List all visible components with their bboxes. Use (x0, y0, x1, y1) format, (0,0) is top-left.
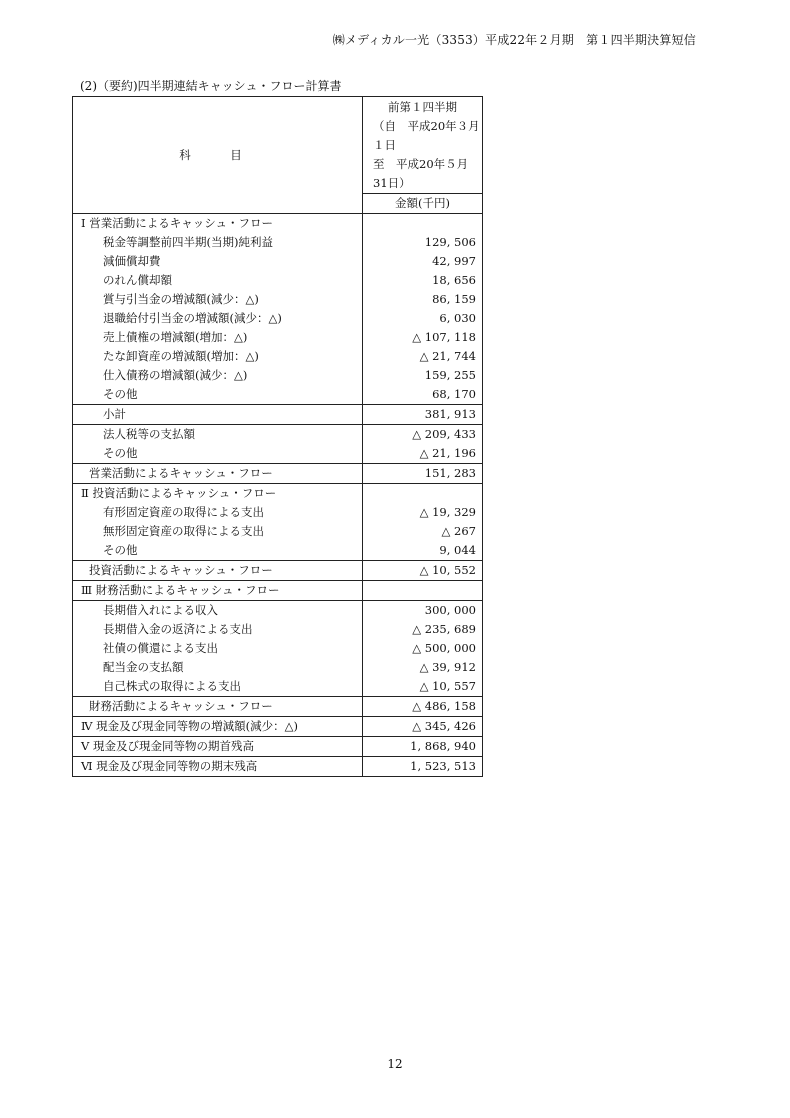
table-row (73, 464, 483, 484)
row-label: 無形固定資産の取得による支出 (73, 522, 363, 541)
table-row (73, 290, 483, 309)
table-row (73, 522, 483, 541)
table-row (73, 309, 483, 328)
row-amount: 9, 044 (363, 541, 483, 561)
row-amount: 129, 506 (363, 233, 483, 252)
row-amount (363, 581, 483, 601)
table-row (73, 405, 483, 425)
row-amount: 1, 523, 513 (363, 757, 483, 777)
row-amount: △ 21, 744 (363, 347, 483, 366)
row-label: 仕入債務の増減額(減少：△) (73, 366, 363, 385)
row-amount: 18, 656 (363, 271, 483, 290)
row-amount: △ 21, 196 (363, 444, 483, 464)
row-amount: △ 10, 552 (363, 561, 483, 581)
table-row (73, 366, 483, 385)
table-row (73, 581, 483, 601)
row-label: Ⅰ 営業活動によるキャッシュ・フロー (73, 214, 363, 234)
row-label: 小計 (73, 405, 363, 425)
row-label: 営業活動によるキャッシュ・フロー (73, 464, 363, 484)
period-header-line1: 前第１四半期 (363, 97, 483, 118)
row-label: Ⅳ 現金及び現金同等物の増減額(減少：△) (73, 717, 363, 737)
row-amount: 6, 030 (363, 309, 483, 328)
row-label: その他 (73, 541, 363, 561)
table-row (73, 737, 483, 757)
row-label: 財務活動によるキャッシュ・フロー (73, 697, 363, 717)
row-amount: 300, 000 (363, 601, 483, 621)
row-amount: △ 345, 426 (363, 717, 483, 737)
row-label: 有形固定資産の取得による支出 (73, 503, 363, 522)
row-label: 配当金の支払額 (73, 658, 363, 677)
table-row (73, 541, 483, 561)
row-amount: 151, 283 (363, 464, 483, 484)
table-row (73, 271, 483, 290)
table-row (73, 561, 483, 581)
row-amount: △ 10, 557 (363, 677, 483, 697)
row-label: Ⅱ 投資活動によるキャッシュ・フロー (73, 484, 363, 504)
row-label: 法人税等の支払額 (73, 425, 363, 445)
row-label: Ⅴ 現金及び現金同等物の期首残高 (73, 737, 363, 757)
page-header: ㈱メディカル一光（3353）平成22年２月期 第１四半期決算短信 (332, 33, 696, 47)
unit-header: 金額(千円) (363, 194, 483, 214)
row-amount: 381, 913 (363, 405, 483, 425)
table-row (73, 658, 483, 677)
row-amount: △ 39, 912 (363, 658, 483, 677)
table-row (73, 717, 483, 737)
table-row (73, 484, 483, 504)
row-label: 減価償却費 (73, 252, 363, 271)
row-amount: △ 486, 158 (363, 697, 483, 717)
row-label: 投資活動によるキャッシュ・フロー (73, 561, 363, 581)
row-amount: 159, 255 (363, 366, 483, 385)
table-row (73, 328, 483, 347)
row-amount: 42, 997 (363, 252, 483, 271)
table-row (73, 639, 483, 658)
period-header-line2: （自 平成20年３月１日 (363, 117, 483, 155)
table-row (73, 444, 483, 464)
row-amount: △ 209, 433 (363, 425, 483, 445)
period-header-line3: 至 平成20年５月31日） (363, 155, 483, 194)
table-row (73, 757, 483, 777)
table-row (73, 385, 483, 405)
row-label: 自己株式の取得による支出 (73, 677, 363, 697)
row-label: 税金等調整前四半期(当期)純利益 (73, 233, 363, 252)
row-amount: △ 235, 689 (363, 620, 483, 639)
row-amount: △ 107, 118 (363, 328, 483, 347)
row-amount (363, 484, 483, 504)
table-row (73, 425, 483, 445)
row-label: 退職給付引当金の増減額(減少：△) (73, 309, 363, 328)
row-label: その他 (73, 444, 363, 464)
row-label: 社債の償還による支出 (73, 639, 363, 658)
row-amount (363, 214, 483, 234)
cash-flow-table (72, 96, 483, 777)
table-row (73, 233, 483, 252)
row-amount: 86, 159 (363, 290, 483, 309)
row-amount: △ 267 (363, 522, 483, 541)
page-number: 12 (387, 1057, 403, 1071)
row-label: たな卸資産の増減額(増加：△) (73, 347, 363, 366)
table-row (73, 214, 483, 234)
row-label: 売上債権の増減額(増加：△) (73, 328, 363, 347)
table-row (73, 620, 483, 639)
table-row (73, 677, 483, 697)
row-label: 長期借入金の返済による支出 (73, 620, 363, 639)
table-row (73, 252, 483, 271)
row-label: Ⅲ 財務活動によるキャッシュ・フロー (73, 581, 363, 601)
row-label: Ⅵ 現金及び現金同等物の期末残高 (73, 757, 363, 777)
row-label: のれん償却額 (73, 271, 363, 290)
section-title: (2)（要約)四半期連結キャッシュ・フロー計算書 (80, 79, 342, 93)
table-row (73, 697, 483, 717)
row-label: 賞与引当金の増減額(減少：△) (73, 290, 363, 309)
table-body (73, 214, 483, 777)
row-amount: △ 500, 000 (363, 639, 483, 658)
row-amount: 1, 868, 940 (363, 737, 483, 757)
table-row (73, 601, 483, 621)
row-amount: △ 19, 329 (363, 503, 483, 522)
row-label: その他 (73, 385, 363, 405)
table-row (73, 503, 483, 522)
row-amount: 68, 170 (363, 385, 483, 405)
column-header-subject: 科 目 (73, 97, 363, 214)
row-label: 長期借入れによる収入 (73, 601, 363, 621)
table-row (73, 347, 483, 366)
